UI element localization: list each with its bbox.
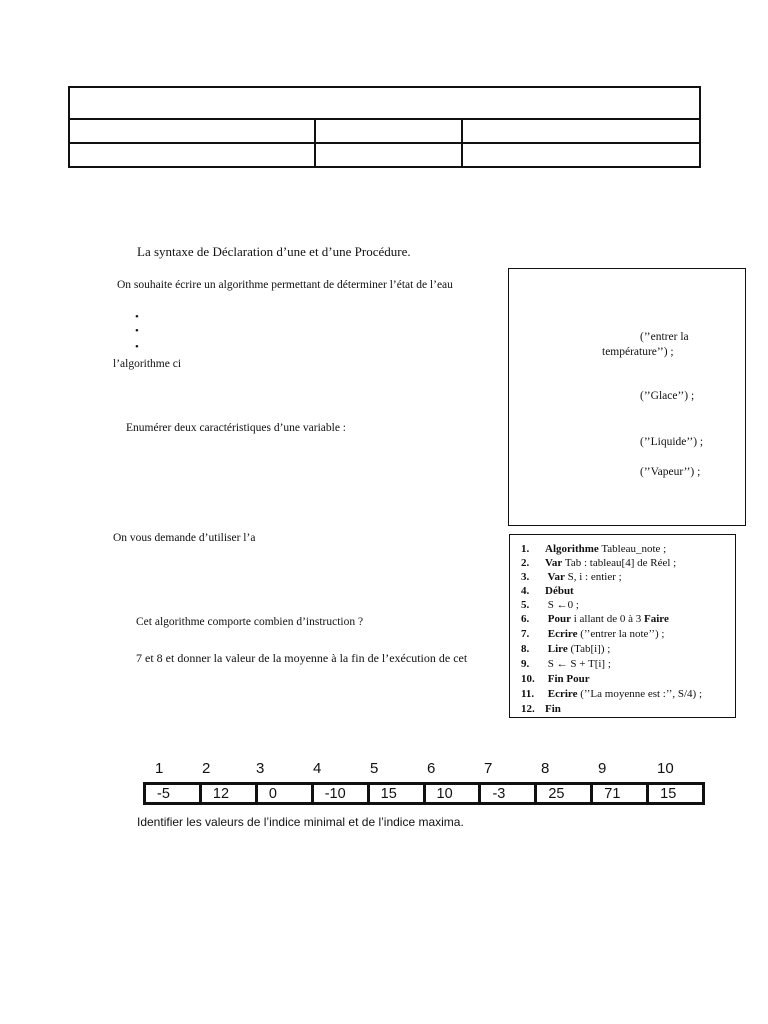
problem-statement: On souhaite écrire un algorithme permettant de déterminer l’état de l’eau	[117, 279, 453, 291]
code-line: 5. S ←0 ;	[521, 599, 579, 611]
code-text: (’’Vapeur’’) ;	[640, 466, 701, 478]
array-index: 4	[313, 760, 322, 777]
array-index: 2	[202, 760, 211, 777]
code-line: 12. Fin	[521, 703, 561, 715]
header-cell	[69, 119, 315, 143]
code-text: (’’entrer la	[640, 331, 689, 343]
algorithm-reference: l’algorithme ci	[113, 358, 182, 370]
array-cell: 12	[202, 785, 258, 802]
header-cell	[315, 119, 462, 143]
code-line: 7. Ecrire (’’entrer la note’’) ;	[521, 628, 665, 640]
header-table	[68, 86, 701, 168]
array-index: 7	[484, 760, 493, 777]
header-cell	[69, 87, 700, 119]
syntax-heading: La syntaxe de Déclaration d’une et d’une Procédure.	[137, 244, 411, 259]
code-line: 9. S ← S + T[i] ;	[521, 658, 611, 670]
header-cell	[315, 143, 462, 167]
header-cell	[69, 143, 315, 167]
algorithm-box-water	[508, 268, 746, 526]
array-index: 3	[256, 760, 265, 777]
question-variable: Enumérer deux caractéristiques d’une variable :	[126, 422, 346, 434]
array-cell: 10	[426, 785, 482, 802]
array-cell: 0	[258, 785, 314, 802]
question-average: 7 et 8 et donner la valeur de la moyenne à la fin de l’exécution de cet	[136, 651, 468, 665]
question-indices: Identifier les valeurs de l’indice minimal et de l’indice maxima.	[137, 815, 464, 829]
bullet: •	[135, 325, 139, 337]
bullet: •	[135, 311, 139, 323]
array-cell: 15	[370, 785, 426, 802]
code-line: 10. Fin Pour	[521, 673, 590, 685]
code-text: (’’Glace’’) ;	[640, 390, 695, 402]
array-index: 1	[155, 760, 164, 777]
code-line: 1. Algorithme Tableau_note ;	[521, 543, 667, 555]
array-index: 6	[427, 760, 436, 777]
code-text: (’’Liquide’’) ;	[640, 436, 704, 448]
array-cell: 25	[537, 785, 593, 802]
code-line: 6. Pour i allant de 0 à 3 Faire	[521, 613, 669, 625]
code-line: 4. Début	[521, 585, 574, 597]
array-cell: -5	[146, 785, 202, 802]
array-cell: 71	[593, 785, 649, 802]
array-index: 9	[598, 760, 607, 777]
array-index: 10	[657, 760, 674, 777]
array-index: 5	[370, 760, 379, 777]
code-line: 8. Lire (Tab[i]) ;	[521, 643, 611, 655]
code-line: 2. Var Tab : tableau[4] de Réel ;	[521, 557, 677, 569]
array-index: 8	[541, 760, 550, 777]
array-table	[143, 782, 705, 805]
question-usage: On vous demande d’utiliser l’a	[113, 532, 256, 544]
header-cell	[462, 119, 700, 143]
array-cell: -10	[314, 785, 370, 802]
algorithm-box-notes	[509, 534, 736, 718]
bullet: •	[135, 341, 139, 353]
header-cell	[462, 143, 700, 167]
code-text: température’’) ;	[602, 346, 674, 358]
code-line: 3. Var S, i : entier ;	[521, 571, 622, 583]
array-cell: 15	[660, 785, 677, 802]
array-cell: -3	[481, 785, 537, 802]
code-line: 11. Ecrire (’’La moyenne est :’’, S/4) ;	[521, 688, 703, 700]
question-instructions: Cet algorithme comporte combien d’instruction ?	[136, 616, 364, 628]
